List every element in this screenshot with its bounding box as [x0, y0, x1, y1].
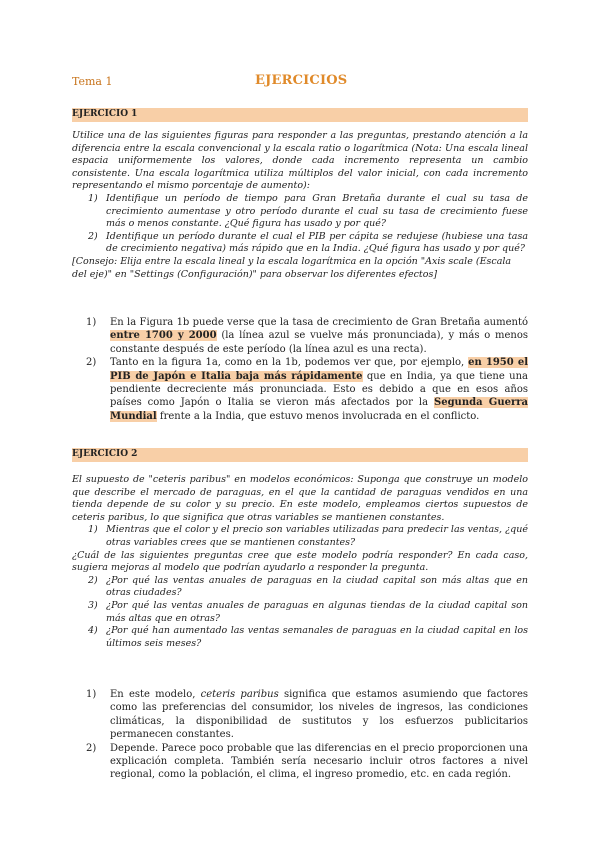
ex1-answer-2 — [72, 356, 528, 423]
ex2-a2-number: 2) — [86, 742, 97, 754]
ex1-question-2 — [72, 231, 528, 256]
ex1-a1-number: 1) — [86, 317, 97, 328]
ex2-intro: El supuesto de "ceteris paribus" en modelos económicos: Suponga que construye un modelo que describe el mercado de paraguas, en el que la cantidad de paraguas vendidos en una tienda depende de su color y su precio. En este modelo, empleamos ciertos supuestos de ceteris paribus, lo que significa que otras variables se mantienen constantes. — [72, 474, 528, 523]
ex1-answers — [72, 316, 528, 423]
ex1-a2-mid: que en India, ya que tiene una pendiente decreciente más pronunciada. Esto es debido a que en esos años países como Japón o Italia se vieron más afectados por la — [110, 370, 528, 409]
section-bar-ex2 — [72, 448, 528, 462]
ex2-answer-2 — [72, 742, 528, 782]
ex2-q4-text: ¿Por qué han aumentado las ventas semanales de paraguas en la ciudad capital en los últimos seis meses? — [106, 625, 528, 649]
ex1-q2-text: Identifique un período durante el cual el PIB per cápita se redujese (hubiese una tasa de crecimiento negativa) más rápido que en la India. ¿Qué figura has usado y por qué? — [106, 230, 528, 255]
ex2-mid: ¿Cuál de las siguientes preguntas cree que este modelo podría responder? En cada caso, sugiera mejoras al modelo que podrían ayudarlo a responder la pregunta. — [72, 549, 528, 574]
ex2-a1-post: significa que estamos asumiendo que factores como las preferencias del consumidor, los niveles de ingresos, las condiciones climáticas, la disponibilidad de sustitutos y los esfuerzos publicitarios permanecen constantes. — [110, 689, 528, 741]
ex2-a1-number: 1) — [86, 689, 97, 700]
ex1-a2-highlight: en 1950 el PIB de Japón e Italia baja más rápidamente — [110, 357, 528, 382]
ex2-q3-number: 3) — [88, 599, 98, 611]
ex2-q4-number: 4) — [88, 625, 98, 637]
ex1-intro: Utilice una de las siguientes figuras para responder a las preguntas, prestando atención a la diferencia entre la escala convencional y la escala ratio o logarítmica (Nota: Una escala lineal espacia uniformemente los valores, donde cada incremento representa un cambio consistente. Una escala logarítmica utiliza múltiplos del valor inicial, con cada incremento representando el mismo porcentaje de aumento): — [72, 130, 528, 192]
ex1-q1-text: Identifique un período de tiempo para Gran Bretaña durante el cual su tasa de crecimiento aumentase y otro período durante el cual su tasa de crecimiento fuese más o menos constante. ¿Qué figura has usado y por qué? — [106, 192, 528, 230]
ex2-question-3 — [72, 600, 528, 625]
ex1-q2-number: 2) — [88, 230, 98, 242]
ex2-q2-text: ¿Por qué las ventas anuales de paraguas en la ciudad capital son más altas que en otras ciudades? — [106, 574, 528, 599]
ex1-a1-post: (la línea azul se vuelve más pronunciada), y más o menos constante después de este período (la línea azul es una recta). — [110, 330, 528, 355]
ex2-answer-1 — [72, 688, 528, 742]
ex1-tip: [Consejo: Elija entre la escala lineal y la escala logarítmica en la opción "Axis scale (Escala del eje)" en "Settings (Configuración)" para observar los diferentes efectos] — [72, 255, 512, 280]
page-title: EJERCICIOS — [255, 73, 348, 88]
ex1-a2-number: 2) — [86, 357, 97, 369]
ex1-answer-1 — [72, 316, 528, 356]
ex1-a1-highlight: entre 1700 y 2000 — [110, 330, 217, 342]
ex2-q3-text: ¿Por qué las ventas anuales de paraguas en algunas tiendas de la ciudad capital son más altas que en otras? — [106, 599, 528, 624]
ex2-q1-number: 1) — [88, 524, 98, 536]
ex1-q1-number: 1) — [88, 192, 98, 204]
ex1-question-1 — [72, 193, 528, 231]
section-bar-ex1 — [72, 108, 528, 122]
ex2-answers — [72, 688, 528, 782]
ex1-a1-pre: En la Figura 1b puede verse que la tasa de crecimiento de Gran Bretaña aumentó — [110, 317, 528, 328]
section-label-ex1: EJERCICIO 1 — [72, 109, 138, 119]
ex2-question-1 — [72, 524, 528, 549]
ex2-a2-text: Depende. Parece poco probable que las diferencias en el precio proporcionen una explicación completa. También sería necesario incluir otros factores a nivel regional, como la población, el clima, el ingreso promedio, etc. en cada región. — [110, 742, 528, 781]
ex1-a2-post: frente a la India, que estuvo menos involucrada en el conflicto. — [156, 410, 480, 422]
section-label-ex2: EJERCICIO 2 — [72, 449, 138, 459]
ex2-question-4 — [72, 625, 528, 650]
ex2-a1-pre: En este modelo, — [110, 689, 201, 700]
tema-label: Tema 1 — [72, 75, 113, 88]
ex2-q2-number: 2) — [88, 574, 98, 586]
ex1-a2-highlight-2: Segunda Guerra Mundial — [110, 397, 528, 422]
ex1-statement — [72, 130, 528, 281]
ex2-question-2 — [72, 575, 528, 600]
ex2-q1-text: Mientras que el color y el precio son variables utilizadas para predecir las ventas, ¿qué otras variables crees que se mantienen constantes? — [106, 524, 528, 548]
ex1-a2-pre: Tanto en la figura 1a, como en la 1b, podemos ver que, por ejemplo, — [110, 357, 469, 369]
ex2-a1-italic: ceteris paribus — [200, 689, 279, 700]
ex2-statement — [72, 474, 528, 650]
